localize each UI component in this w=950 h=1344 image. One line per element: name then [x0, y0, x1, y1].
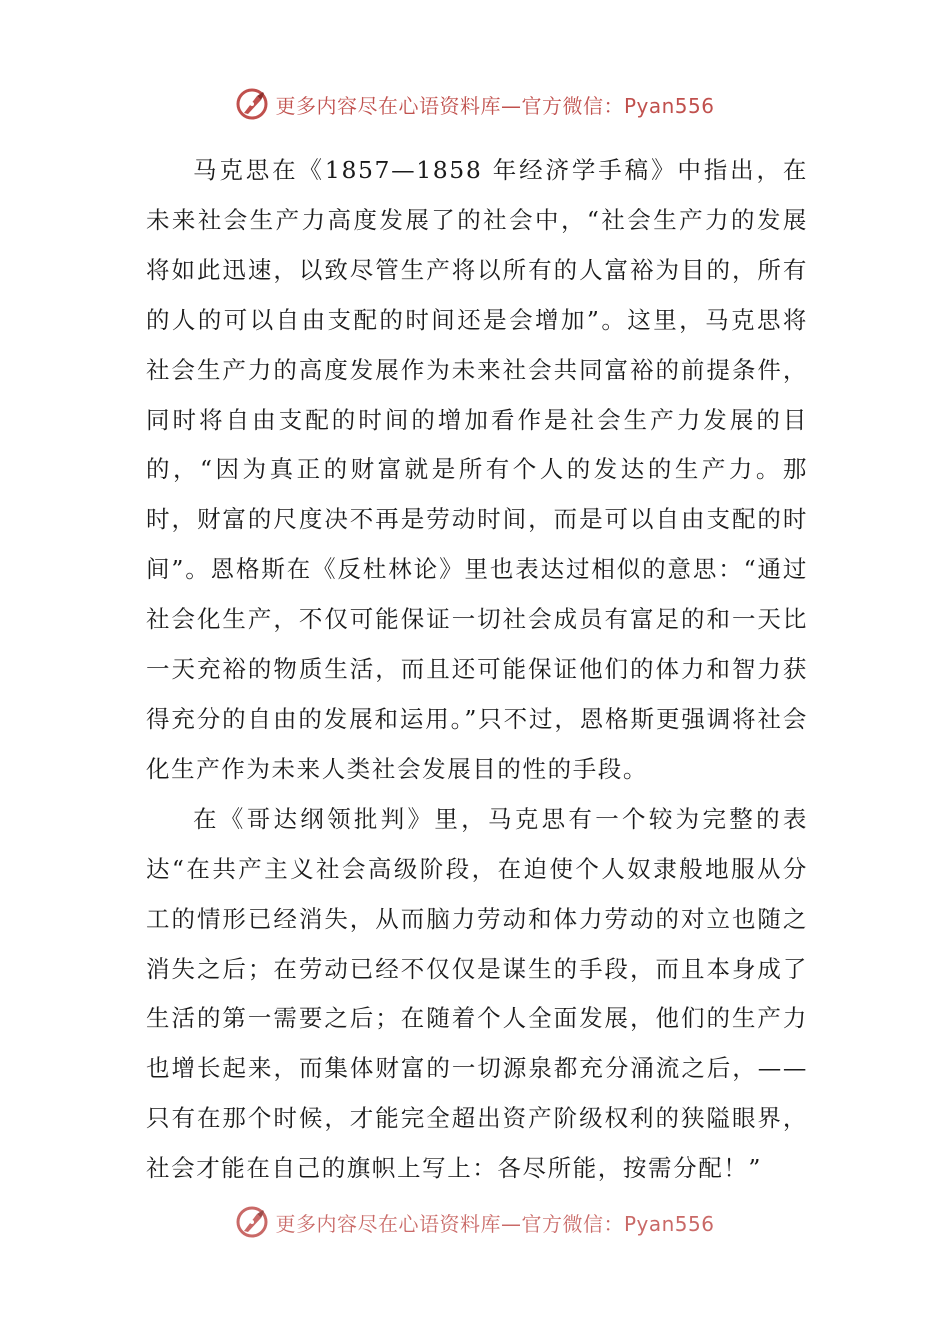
page-header — [0, 82, 950, 126]
document-body — [146, 146, 808, 1194]
page-footer — [0, 1200, 950, 1244]
header-watermark-text: 更多内容尽在心语资料库—官方微信：Pyan556 — [275, 93, 715, 118]
pen-nib-icon — [235, 1205, 269, 1239]
pen-nib-icon — [235, 87, 269, 121]
footer-watermark-text: 更多内容尽在心语资料库—官方微信：Pyan556 — [275, 1211, 715, 1236]
paragraph-1: 马克思在《1857—1858 年经济学手稿》中指出，在未来社会生产力高度发展了的社会中，“社会生产力的发展将如此迅速，以致尽管生产将以所有的人富裕为目的，所有的人的可以自由支配的时间还是会增加”。这里，马克思将社会生产力的高度发展作为未来社会共同富裕的前提条件，同时将自由支配的时间的增加看作是社会生产力发展的目的，“因为真正的财富就是所有个人的发达的生产力。那时，财富的尺度决不再是劳动时间，而是可以自由支配的时间”。恩格斯在《反杜林论》里也表达过相似的意思：“通过社会化生产，不仅可能保证一切社会成员有富足的和一天比一天充裕的物质生活，而且还可能保证他们的体力和智力获得充分的自由的发展和运用。”只不过，恩格斯更强调将社会化生产作为未来人类社会发展目的性的手段。 — [146, 156, 808, 783]
paragraph-2: 在《哥达纲领批判》里，马克思有一个较为完整的表达“在共产主义社会高级阶段，在迫使个人奴隶般地服从分工的情形已经消失，从而脑力劳动和体力劳动的对立也随之消失之后；在劳动已经不仅仅是谋生的手段，而且本身成了生活的第一需要之后；在随着个人全面发展，他们的生产力也增长起来，而集体财富的一切源泉都充分涌流之后，——只有在那个时候，才能完全超出资产阶级权利的狭隘眼界，社会才能在自己的旗帜上写上：各尽所能，按需分配！” — [146, 804, 808, 1183]
